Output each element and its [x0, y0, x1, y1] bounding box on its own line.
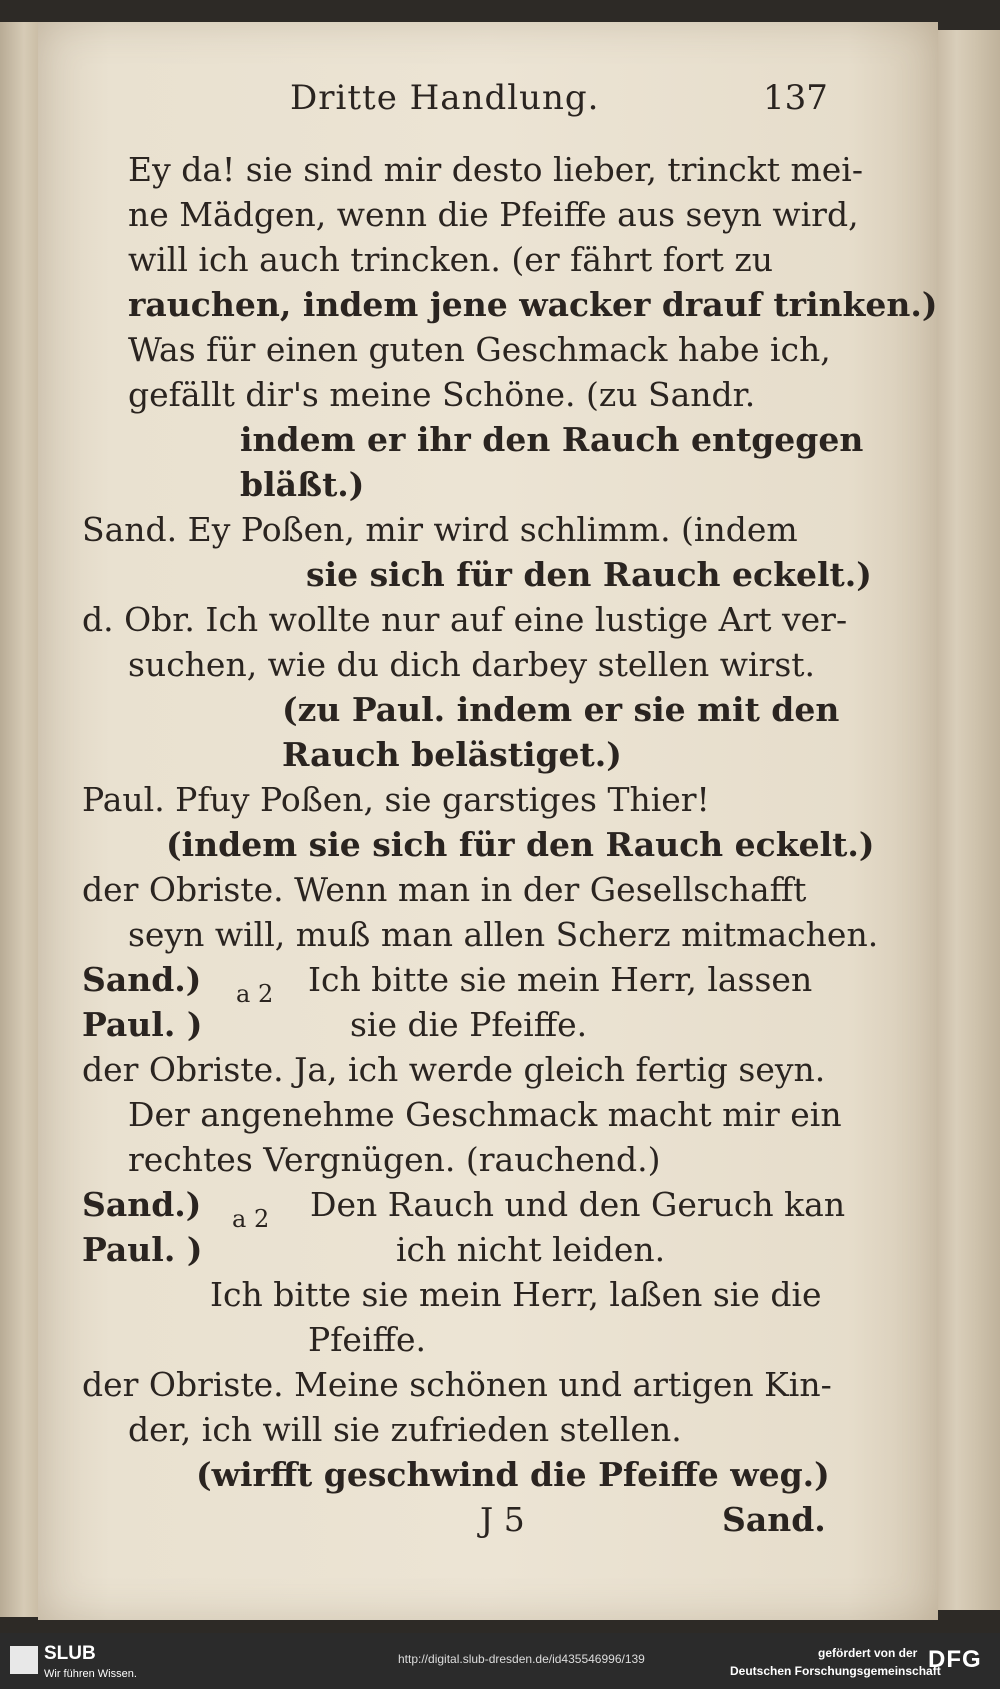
funder-line-2: Deutschen Forschungsgemeinschaft — [730, 1664, 941, 1678]
text-line: ne Mädgen, wenn die Pfeiffe aus seyn wird, — [128, 195, 859, 234]
text-line: d. Obr. Ich wollte nur auf eine lustige Art ver- — [82, 600, 848, 639]
text-line: suchen, wie du dich darbey stellen wirst. — [128, 645, 816, 684]
text-line: rechtes Vergnügen. (rauchend.) — [128, 1140, 661, 1179]
text-line: Ich bitte sie mein Herr, laßen sie die — [210, 1275, 822, 1314]
text-line: seyn will, muß man allen Scherz mitmachen. — [128, 915, 879, 954]
slub-logo-icon[interactable] — [10, 1646, 38, 1674]
text-line: Sand. Ey Poßen, mir wird schlimm. (indem — [82, 510, 798, 549]
slub-logo-name[interactable]: SLUB — [44, 1643, 96, 1664]
text-line: Pfeiffe. — [308, 1320, 426, 1359]
permalink-url[interactable]: http://digital.slub-dresden.de/id435546996/139 — [398, 1652, 645, 1666]
text-line: Paul. ) — [82, 1005, 203, 1044]
text-line: (wirfft geschwind die Pfeiffe weg.) — [196, 1455, 830, 1494]
text-line: Sand.) — [82, 960, 202, 999]
text-line: indem er ihr den Rauch entgegen — [240, 420, 864, 459]
text-line: bläßt.) — [240, 465, 365, 504]
text-line: J 5 — [480, 1500, 525, 1539]
text-line: (indem sie sich für den Rauch eckelt.) — [166, 825, 875, 864]
text-line: Sand. — [722, 1500, 826, 1539]
text-line: will ich auch trincken. (er fährt fort zu — [128, 240, 773, 279]
text-line: gefällt dir's meine Schöne. (zu Sandr. — [128, 375, 756, 414]
right-page-edge — [938, 30, 1000, 1610]
left-page-edge — [0, 22, 40, 1617]
dfg-logo[interactable]: DFG — [928, 1646, 982, 1673]
text-line: Rauch belästiget.) — [282, 735, 622, 774]
text-line: der, ich will sie zufrieden stellen. — [128, 1410, 682, 1449]
text-line: a 2 — [232, 1205, 270, 1233]
text-line: Paul. Pfuy Poßen, sie garstiges Thier! — [82, 780, 710, 819]
text-line: der Obriste. Wenn man in der Gesellschafft — [82, 870, 807, 909]
text-line: ich nicht leiden. — [396, 1230, 666, 1269]
text-line: a 2 — [236, 980, 274, 1008]
text-line: Ey da! sie sind mir desto lieber, trinckt mei- — [128, 150, 863, 189]
text-line: Ich bitte sie mein Herr, lassen — [308, 960, 813, 999]
page-number: 137 — [763, 78, 828, 118]
running-head: Dritte Handlung. — [290, 78, 600, 118]
text-line: der Obriste. Ja, ich werde gleich fertig seyn. — [82, 1050, 826, 1089]
text-line: Den Rauch und den Geruch kan — [310, 1185, 846, 1224]
text-line: Der angenehme Geschmack macht mir ein — [128, 1095, 842, 1134]
text-line: sie sich für den Rauch eckelt.) — [306, 555, 872, 594]
slub-tagline: Wir führen Wissen. — [44, 1668, 137, 1680]
text-line: Paul. ) — [82, 1230, 203, 1269]
text-line: Sand.) — [82, 1185, 202, 1224]
text-line: Was für einen guten Geschmack habe ich, — [128, 330, 831, 369]
text-line: sie die Pfeiffe. — [350, 1005, 588, 1044]
funder-line-1: gefördert von der — [818, 1646, 918, 1660]
text-line: der Obriste. Meine schönen und artigen Kin- — [82, 1365, 832, 1404]
text-line: (zu Paul. indem er sie mit den — [282, 690, 840, 729]
text-line: rauchen, indem jene wacker drauf trinken.) — [128, 285, 938, 324]
